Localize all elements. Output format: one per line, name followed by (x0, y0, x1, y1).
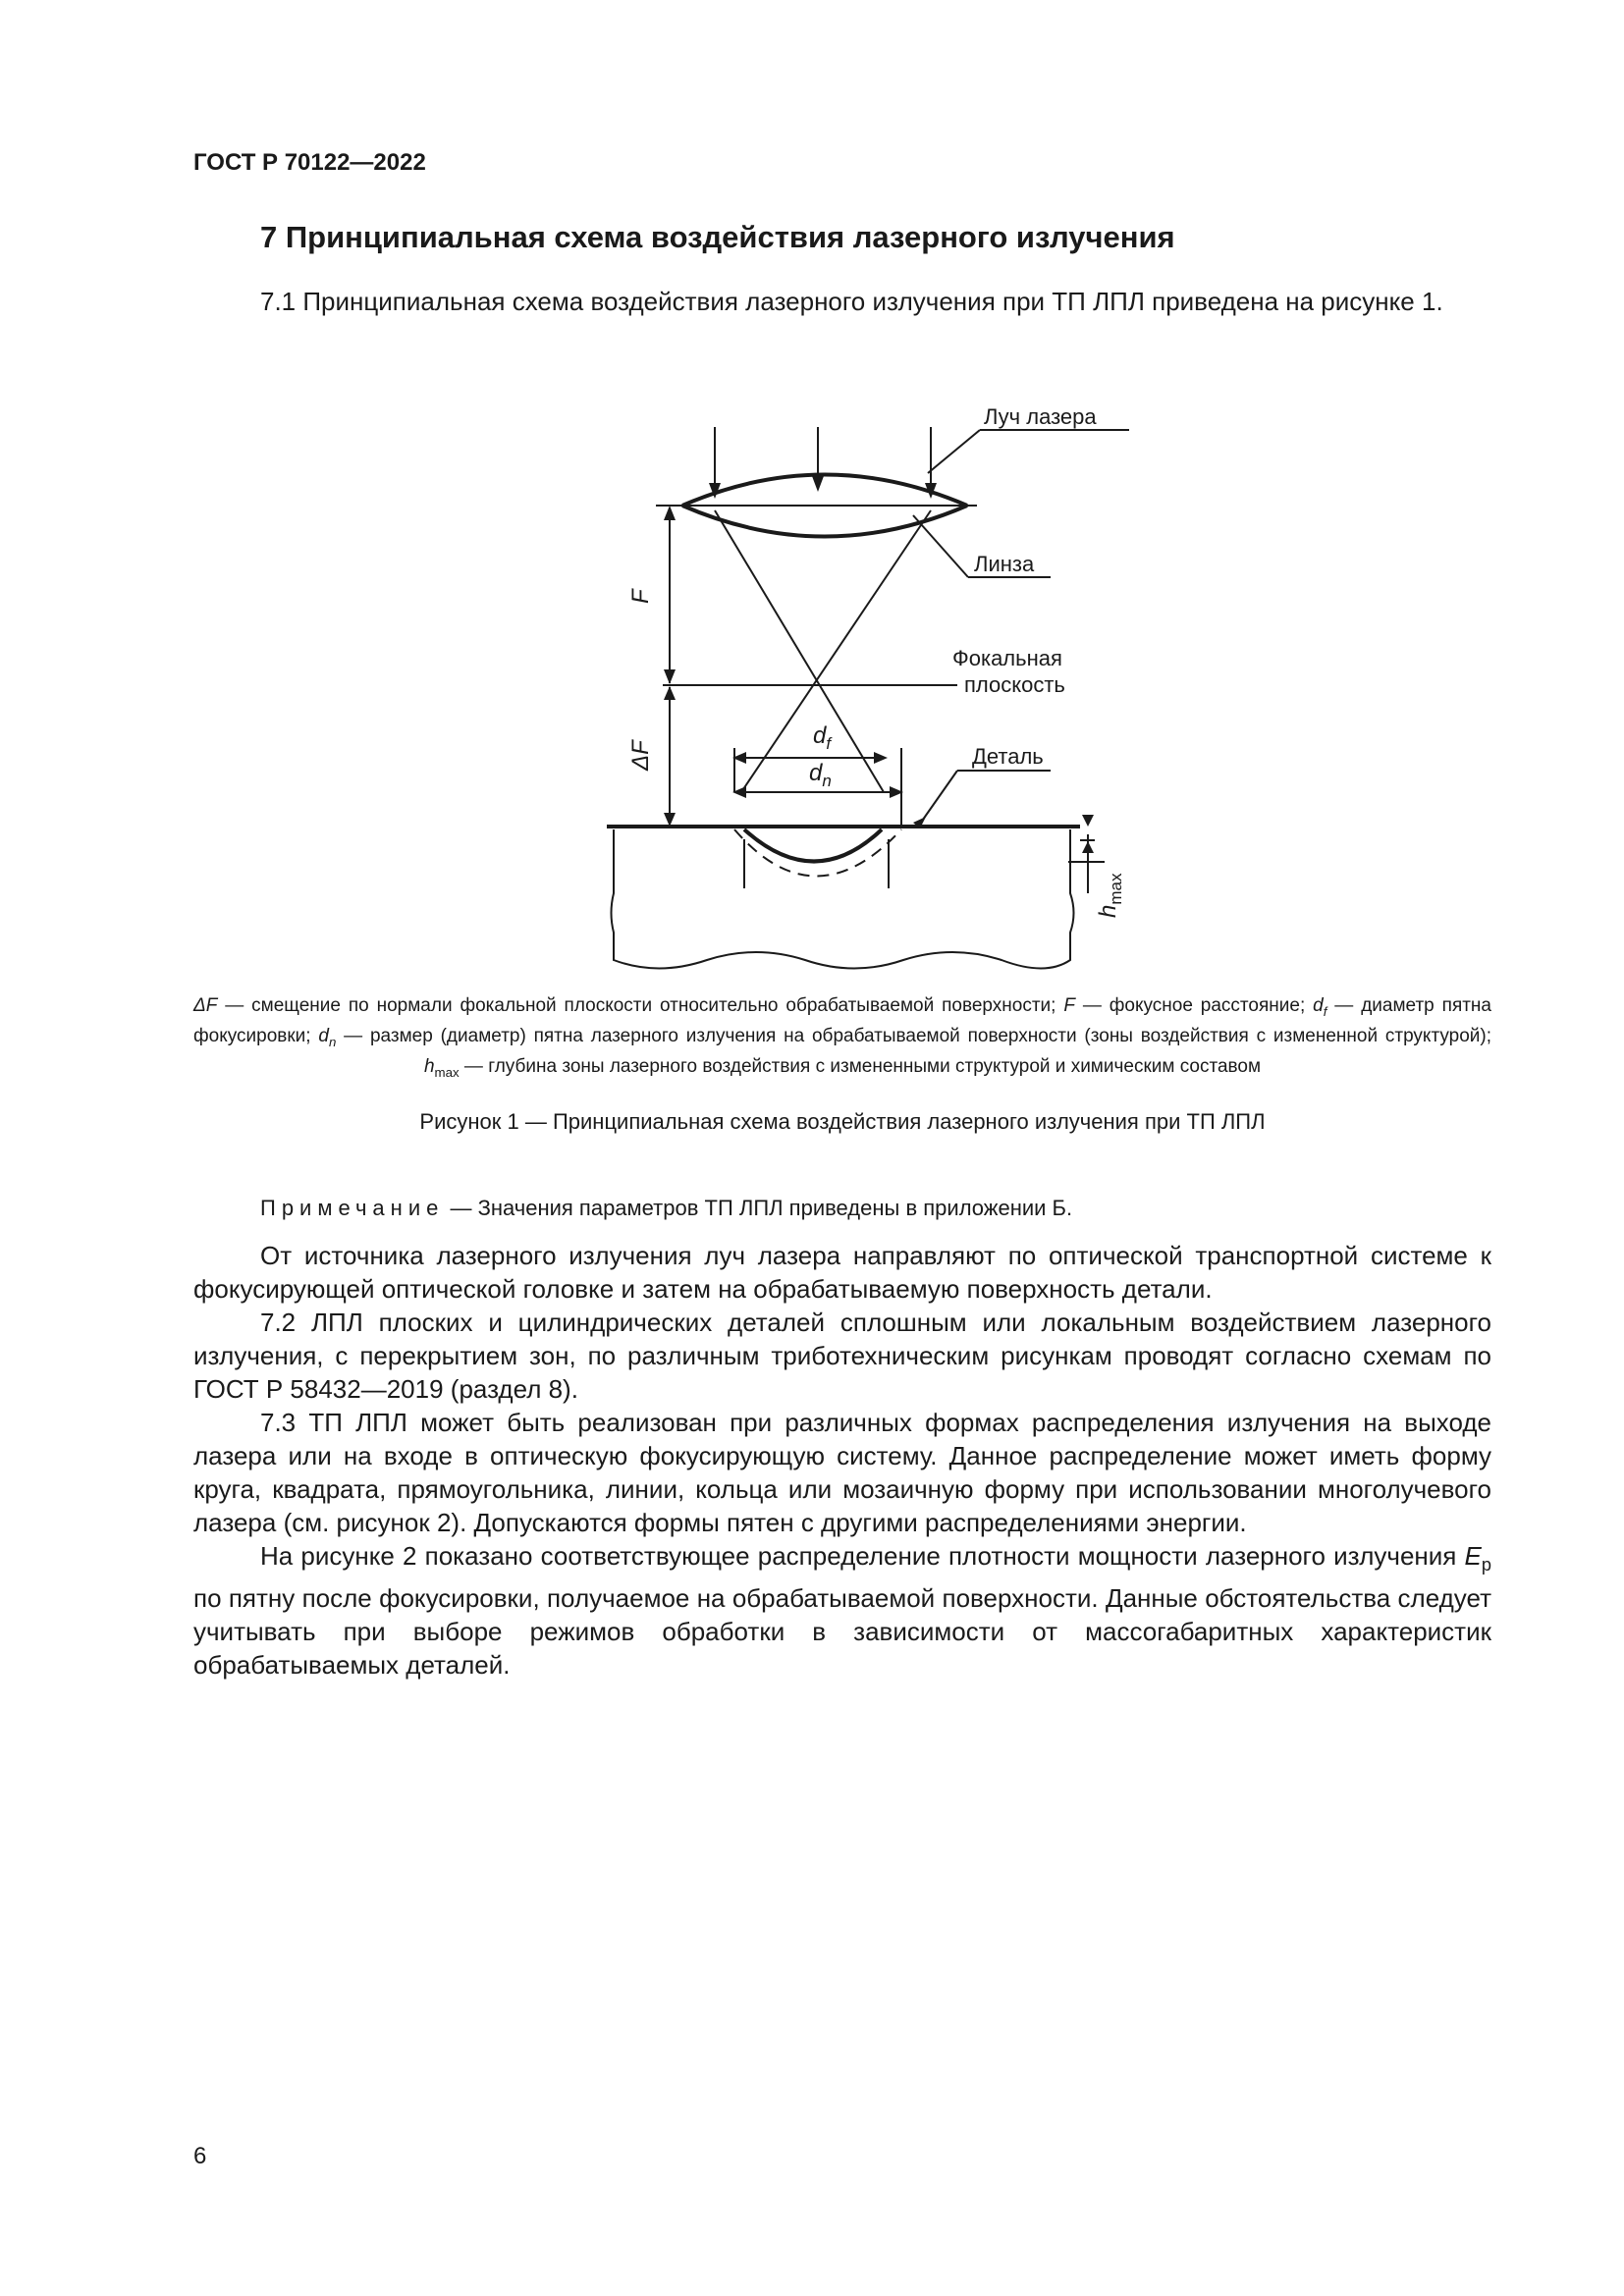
figure-caption: Рисунок 1 — Принципиальная схема воздействия лазерного излучения при ТП ЛПЛ (419, 1109, 1266, 1134)
paragraph-7-1: 7.1 Принципиальная схема воздействия лазерного излучения при ТП ЛПЛ приведена на рисунке 1. (260, 287, 1443, 316)
focal-plane-label-1: Фокальная (952, 646, 1062, 670)
workpiece-body (612, 829, 1074, 969)
lens-label: Линза (974, 552, 1035, 576)
section-title: 7 Принципиальная схема воздействия лазерного излучения (260, 220, 1175, 254)
paragraph-source: От источника лазерного излучения луч лазера направляют по оптической транспортной системе к фокусирующей оптической головке и затем на обрабатываемую поверхность детали. (193, 1241, 1491, 1304)
beam-label: Луч лазера (984, 404, 1097, 429)
note-label: Примечание (260, 1196, 445, 1220)
cone-left-ray (715, 510, 884, 792)
df-label: $d_f$ (813, 722, 832, 753)
delta-f-label: ΔF (627, 740, 654, 771)
arrowhead-icon (874, 752, 888, 764)
cone-right-ray (741, 510, 931, 792)
paragraph-figure-2: На рисунке 2 показано соответствующее распределение плотности мощности лазерного излучения $E_p$ по пятну после фокусировки, получаемое на обрабатываемой поверхности. Данные обстоятельства следует учитывать при выборе режимов обработки в зависимости от массогабаритных характеристик обрабатываемых деталей. (193, 1541, 1491, 1681)
note (260, 1196, 1072, 1221)
arrowhead-icon (1082, 815, 1094, 827)
arrowhead-icon (1082, 841, 1094, 853)
focal-plane-label-2: плоскость (964, 672, 1065, 697)
figure-legend: ΔF — смещение по нормали фокальной плоскости относительно обрабатываемой поверхности; F — фокусное расстояние; $d_f$ — диаметр пятна фокусировки; $d_n$ — размер (диаметр) пятна лазерного излучения на обрабатываемой поверхности (зоны воздействия с измененной структурой); $h_{max}$ — глубина зоны лазерного воздействия с измененными структурой и химическим составом (193, 995, 1492, 1080)
arrowhead-icon (664, 669, 676, 684)
beam-leader-line (928, 430, 980, 473)
arrowhead-icon (664, 506, 676, 520)
dn-label: $d_n$ (809, 760, 832, 790)
paragraph-7-3: 7.3 ТП ЛПЛ может быть реализован при различных формах распределения излучения на выходе лазера или на входе в оптическую фокусирующую систему. Данное распределение может иметь форму круга, квадрата, прямоугольника, линии, кольца или мозаичную форму при использовании многолучевого лазера (см. рисунок 2). Допускаются формы пятен с другими распределениями энергии. (193, 1408, 1491, 1537)
document-header: ГОСТ Р 70122—2022 (193, 149, 426, 176)
arrowhead-icon (664, 686, 676, 700)
arrowhead-icon (812, 476, 824, 492)
paragraph-7-2: 7.2 ЛПЛ плоских и цилиндрических деталей сплошным или локальным воздействием лазерного излучения, с перекрытием зон, по различным триботехническим рисункам проводят согласно схемам по ГОСТ Р 58432—2019 (раздел 8). (193, 1308, 1491, 1404)
hmax-label: $h_{max}$ (1095, 873, 1125, 918)
note-text: — Значения параметров ТП ЛПЛ приведены в приложении Б. (444, 1196, 1073, 1220)
page-number: 6 (193, 2143, 207, 2169)
f-label: F (627, 589, 654, 604)
modified-zone-arc (744, 829, 882, 862)
laser-scheme-figure (589, 402, 1139, 972)
arrowhead-icon (664, 813, 676, 827)
part-label: Деталь (972, 744, 1044, 769)
lens-leader-line (913, 515, 968, 577)
lens-upper-surface (682, 475, 967, 507)
